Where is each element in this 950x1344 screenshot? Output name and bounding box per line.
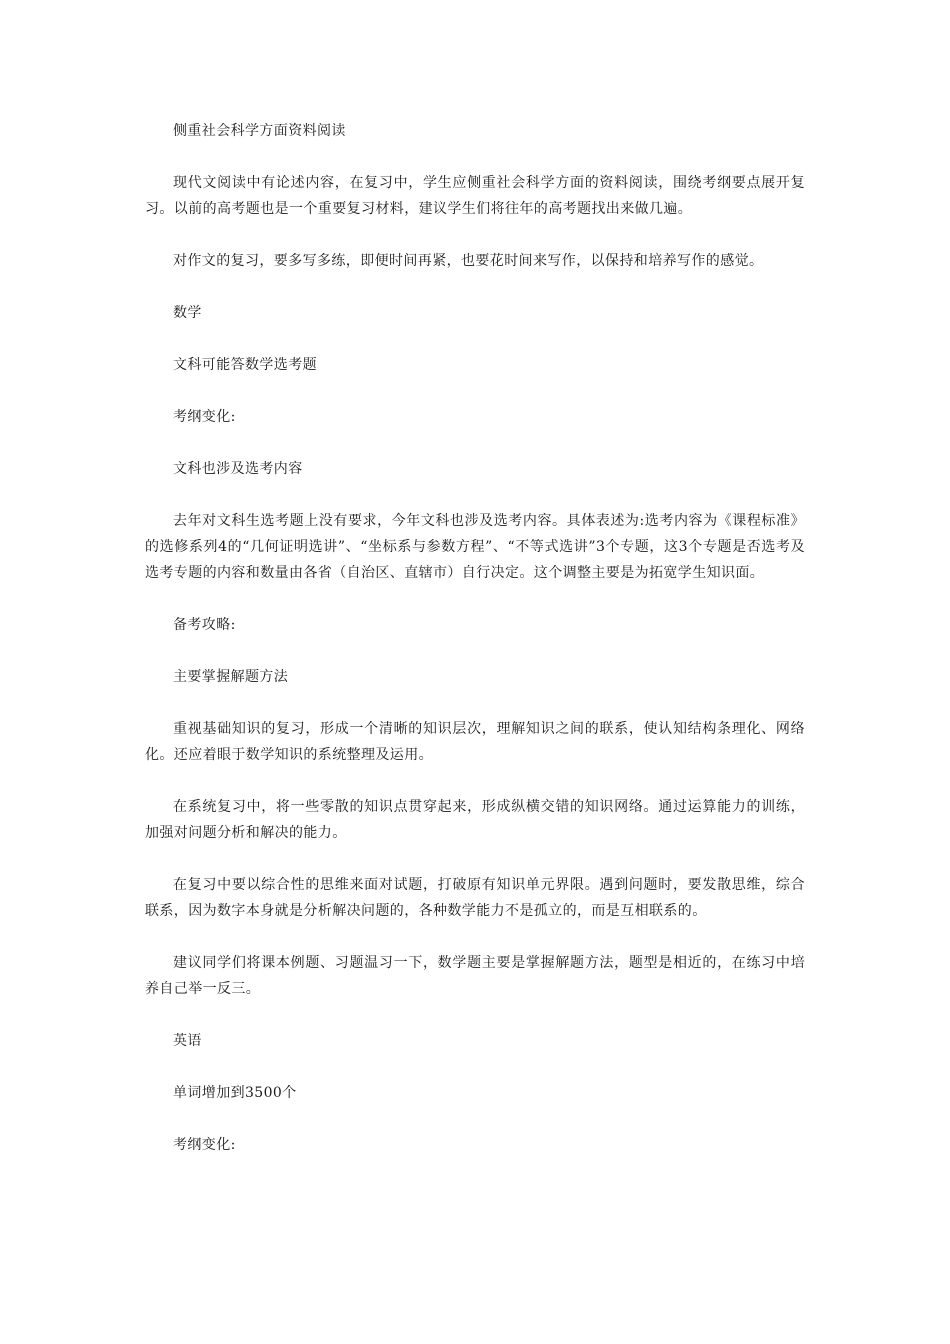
paragraph-section-heading: 主要掌握解题方法 (173, 669, 289, 685)
paragraph-label: 考纲变化: (173, 1137, 236, 1153)
paragraph-section-heading: 侧重社会科学方面资料阅读 (173, 123, 346, 139)
paragraph-subject-heading: 英语 (173, 1033, 202, 1049)
paragraph-body: 在复习中要以综合性的思维来面对试题，打破原有知识单元界限。遇到问题时，要发散思维，综合联系，因为数字本身就是分析解决问题的，各种数学能力不是孤立的，而是互相联系的。 (145, 877, 805, 919)
paragraph-label: 备考攻略: (173, 617, 236, 633)
paragraph-body: 建议同学们将课本例题、习题温习一下，数学题主要是掌握解题方法，题型是相近的，在练习中培养自己举一反三。 (145, 955, 805, 997)
paragraph-body: 对作文的复习，要多写多练，即便时间再紧，也要花时间来写作，以保持和培养写作的感觉。 (173, 253, 764, 269)
document-page (145, 118, 805, 1184)
paragraph-section-heading: 文科可能答数学选考题 (173, 357, 317, 373)
paragraph-section-heading: 文科也涉及选考内容 (173, 461, 303, 477)
paragraph-subject-heading: 数学 (173, 305, 202, 321)
paragraph-body: 在系统复习中，将一些零散的知识点贯穿起来，形成纵横交错的知识网络。通过运算能力的训练，加强对问题分析和解决的能力。 (145, 799, 805, 841)
paragraph-label: 考纲变化: (173, 409, 236, 425)
paragraph-body: 去年对文科生选考题上没有要求，今年文科也涉及选考内容。具体表述为:选考内容为《课程标准》的选修系列4的“几何证明选讲”、“坐标系与参数方程”、“不等式选讲”3个专题，这3个专题是否选考及选考专题的内容和数量由各省（自治区、直辖市）自行决定。这个调整主要是为拓宽学生知识面。 (145, 513, 805, 581)
paragraph-body: 重视基础知识的复习，形成一个清晰的知识层次，理解知识之间的联系，使认知结构条理化、网络化。还应着眼于数学知识的系统整理及运用。 (145, 721, 805, 763)
paragraph-body: 现代文阅读中有论述内容，在复习中，学生应侧重社会科学方面的资料阅读，围绕考纲要点展开复习。以前的高考题也是一个重要复习材料，建议学生们将往年的高考题找出来做几遍。 (145, 175, 805, 217)
paragraph-section-heading: 单词增加到3500个 (173, 1085, 297, 1101)
